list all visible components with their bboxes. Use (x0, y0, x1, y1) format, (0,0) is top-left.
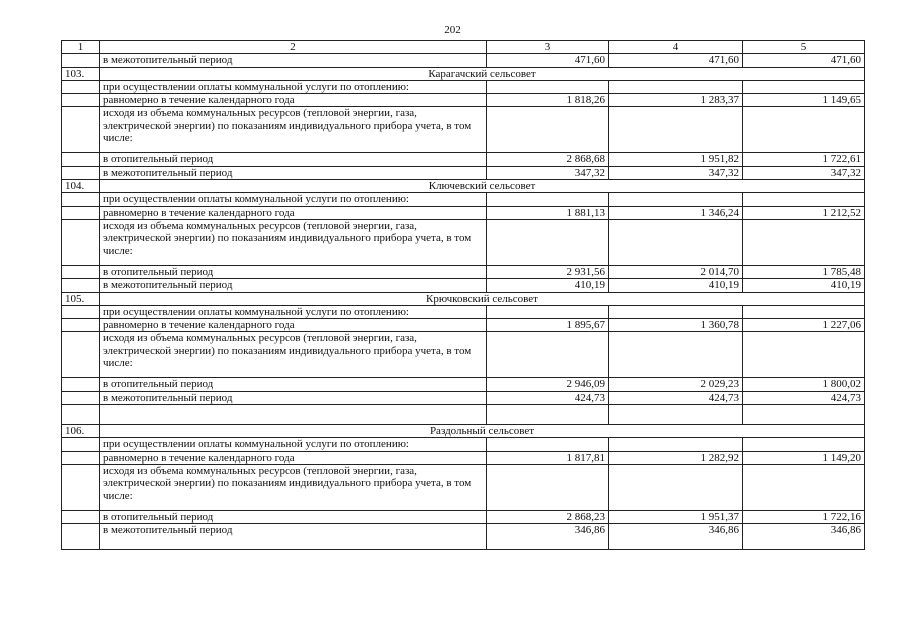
table-row (62, 279, 865, 292)
row-label: при осуществлении оплаты коммунальной услуги по отоплению: (100, 193, 487, 206)
row-label: исходя из объема коммунальных ресурсов (тепловой энергии, газа, электрической энергии) по показаниям индивидуального прибора учета, в том числе: (100, 464, 487, 510)
table-row (62, 464, 865, 510)
table-row (62, 524, 865, 550)
row-label: в отопительный период (100, 378, 487, 391)
value-cell-3: 1 818,26 (487, 94, 609, 107)
value-cell-3 (487, 305, 609, 318)
value-cell-3: 2 946,09 (487, 378, 609, 391)
value-cell-4: 1 951,37 (609, 510, 743, 523)
row-label: исходя из объема коммунальных ресурсов (тепловой энергии, газа, электрической энергии) по показаниям индивидуального прибора учета, в том числе: (100, 107, 487, 153)
section-header-row (62, 67, 865, 80)
index-cell (62, 332, 100, 378)
index-cell (62, 319, 100, 332)
value-cell-3: 410,19 (487, 279, 609, 292)
row-label: равномерно в течение календарного года (100, 319, 487, 332)
index-cell (62, 54, 100, 67)
value-cell-5: 1 149,20 (743, 451, 865, 464)
index-cell (62, 265, 100, 278)
table-row (62, 265, 865, 278)
page-number: 202 (444, 24, 461, 36)
section-name: Карагачский сельсовет (100, 67, 865, 80)
value-cell-5 (743, 464, 865, 510)
value-cell-3: 1 895,67 (487, 319, 609, 332)
value-cell-3: 471,60 (487, 54, 609, 67)
value-cell-4: 346,86 (609, 524, 743, 550)
value-cell-4: 1 360,78 (609, 319, 743, 332)
header-cell-5: 5 (743, 41, 865, 54)
header-row (62, 41, 865, 54)
row-label: в отопительный период (100, 153, 487, 166)
value-cell-5: 347,32 (743, 166, 865, 179)
row-label: равномерно в течение календарного года (100, 206, 487, 219)
value-cell-4: 424,73 (609, 391, 743, 404)
table-row (62, 391, 865, 404)
table-row (62, 378, 865, 391)
row-label: в межотопительный период (100, 279, 487, 292)
value-cell-3: 2 868,23 (487, 510, 609, 523)
value-cell-4 (609, 332, 743, 378)
value-cell-3 (487, 438, 609, 451)
value-cell-4: 2 014,70 (609, 265, 743, 278)
index-cell (62, 510, 100, 523)
value-cell-3: 1 817,81 (487, 451, 609, 464)
value-cell-3: 2 868,68 (487, 153, 609, 166)
value-cell-3: 346,86 (487, 524, 609, 550)
row-label: исходя из объема коммунальных ресурсов (тепловой энергии, газа, электрической энергии) по показаниям индивидуального прибора учета, в том числе: (100, 332, 487, 378)
table-row (62, 319, 865, 332)
index-cell (62, 451, 100, 464)
table-row (62, 510, 865, 523)
row-label: в межотопительный период (100, 166, 487, 179)
tariff-table (61, 40, 865, 550)
index-cell (62, 153, 100, 166)
value-cell-5: 1 722,16 (743, 510, 865, 523)
section-name: Раздольный сельсовет (100, 425, 865, 438)
value-cell-5: 1 212,52 (743, 206, 865, 219)
value-cell-5 (743, 438, 865, 451)
value-cell-4 (609, 405, 743, 425)
table-row (62, 107, 865, 153)
section-header-row (62, 425, 865, 438)
value-cell-5 (743, 80, 865, 93)
section-index: 103. (62, 67, 100, 80)
value-cell-5: 346,86 (743, 524, 865, 550)
value-cell-4: 471,60 (609, 54, 743, 67)
row-label: равномерно в течение календарного года (100, 451, 487, 464)
value-cell-5 (743, 219, 865, 265)
value-cell-4 (609, 464, 743, 510)
index-cell (62, 193, 100, 206)
table-row (62, 219, 865, 265)
value-cell-3: 424,73 (487, 391, 609, 404)
value-cell-5: 1 800,02 (743, 378, 865, 391)
index-cell (62, 438, 100, 451)
table-row (62, 451, 865, 464)
value-cell-5 (743, 332, 865, 378)
table-row (62, 94, 865, 107)
section-index: 104. (62, 180, 100, 193)
value-cell-3 (487, 80, 609, 93)
section-index: 106. (62, 425, 100, 438)
value-cell-5 (743, 405, 865, 425)
index-cell (62, 166, 100, 179)
index-cell (62, 279, 100, 292)
index-cell (62, 405, 100, 425)
value-cell-5 (743, 193, 865, 206)
table-row (62, 193, 865, 206)
table-row (62, 305, 865, 318)
value-cell-4: 1 346,24 (609, 206, 743, 219)
index-cell (62, 107, 100, 153)
value-cell-4: 347,32 (609, 166, 743, 179)
row-label: исходя из объема коммунальных ресурсов (тепловой энергии, газа, электрической энергии) по показаниям индивидуального прибора учета, в том числе: (100, 219, 487, 265)
row-label: в межотопительный период (100, 54, 487, 67)
table-row (62, 438, 865, 451)
header-cell-3: 3 (487, 41, 609, 54)
value-cell-5: 471,60 (743, 54, 865, 67)
value-cell-3 (487, 219, 609, 265)
row-label: при осуществлении оплаты коммунальной услуги по отоплению: (100, 305, 487, 318)
value-cell-4 (609, 438, 743, 451)
value-cell-3: 1 881,13 (487, 206, 609, 219)
index-cell (62, 464, 100, 510)
value-cell-4 (609, 193, 743, 206)
table-row (62, 206, 865, 219)
value-cell-5 (743, 305, 865, 318)
value-cell-4 (609, 80, 743, 93)
value-cell-3 (487, 107, 609, 153)
header-cell-4: 4 (609, 41, 743, 54)
value-cell-5: 1 149,65 (743, 94, 865, 107)
row-label: в межотопительный период (100, 524, 487, 550)
value-cell-4: 2 029,23 (609, 378, 743, 391)
index-cell (62, 524, 100, 550)
row-label: при осуществлении оплаты коммунальной услуги по отоплению: (100, 438, 487, 451)
index-cell (62, 378, 100, 391)
header-cell-1: 1 (62, 41, 100, 54)
table-row (62, 80, 865, 93)
value-cell-4 (609, 107, 743, 153)
value-cell-4: 1 283,37 (609, 94, 743, 107)
value-cell-3: 347,32 (487, 166, 609, 179)
value-cell-4: 1 282,92 (609, 451, 743, 464)
value-cell-4 (609, 219, 743, 265)
index-cell (62, 305, 100, 318)
value-cell-4: 1 951,82 (609, 153, 743, 166)
table-row (62, 153, 865, 166)
value-cell-5: 424,73 (743, 391, 865, 404)
value-cell-5: 1 722,61 (743, 153, 865, 166)
index-cell (62, 206, 100, 219)
value-cell-5: 410,19 (743, 279, 865, 292)
section-header-row (62, 292, 865, 305)
index-cell (62, 391, 100, 404)
row-label: равномерно в течение календарного года (100, 94, 487, 107)
row-label: в отопительный период (100, 510, 487, 523)
value-cell-3 (487, 332, 609, 378)
section-header-row (62, 180, 865, 193)
section-name: Крючковский сельсовет (100, 292, 865, 305)
value-cell-3 (487, 405, 609, 425)
table-row (62, 405, 865, 425)
row-label: в отопительный период (100, 265, 487, 278)
section-name: Ключевский сельсовет (100, 180, 865, 193)
table-row (62, 54, 865, 67)
table-row (62, 166, 865, 179)
section-index: 105. (62, 292, 100, 305)
value-cell-5: 1 227,06 (743, 319, 865, 332)
value-cell-4 (609, 305, 743, 318)
value-cell-5 (743, 107, 865, 153)
value-cell-4: 410,19 (609, 279, 743, 292)
row-label: при осуществлении оплаты коммунальной услуги по отоплению: (100, 80, 487, 93)
index-cell (62, 80, 100, 93)
value-cell-3 (487, 193, 609, 206)
index-cell (62, 219, 100, 265)
header-cell-2: 2 (100, 41, 487, 54)
value-cell-3 (487, 464, 609, 510)
row-label: в межотопительный период (100, 391, 487, 404)
table-row (62, 332, 865, 378)
index-cell (62, 94, 100, 107)
value-cell-3: 2 931,56 (487, 265, 609, 278)
row-label (100, 405, 487, 425)
value-cell-5: 1 785,48 (743, 265, 865, 278)
